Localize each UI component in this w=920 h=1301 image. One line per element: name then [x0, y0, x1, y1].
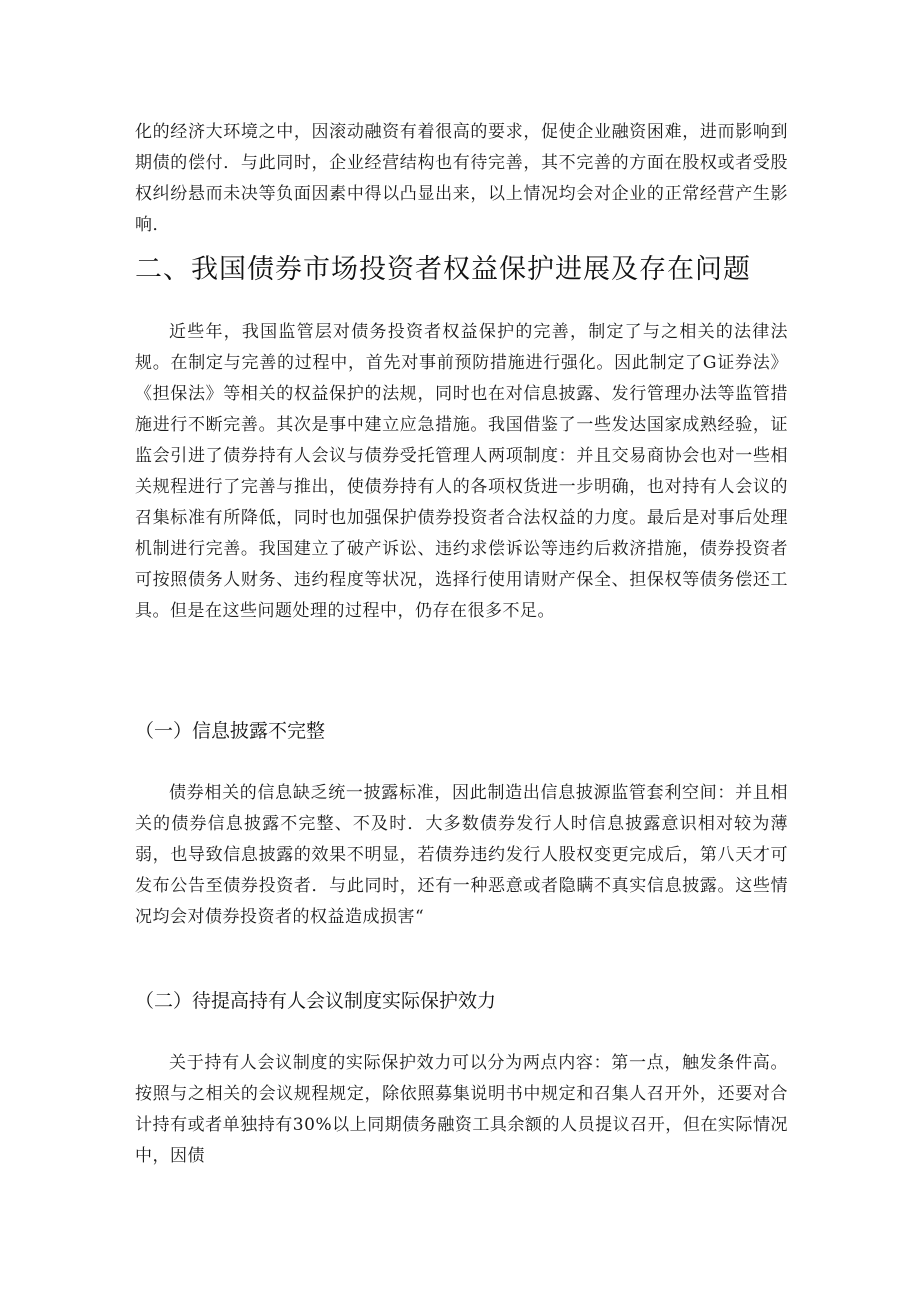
section-heading: 二、我国债券市场投资者权益保护进展及存在问题: [135, 254, 751, 285]
subheading-disclosure: （一）信息披露不完整: [135, 720, 326, 742]
paragraph-progress: 近些年，我国监管层对债务投资者权益保护的完善，制定了与之相关的法律法规。在制定与完善的过程中，首先对事前预防措施进行强化。因此制定了G证券法》《担保法》等相关的权益保护的法规，同时也在对信息披露、发行管理办法等监管措施进行不断完善。其次是事中建立应急措施。我国借鉴了一些发达国家成熟经验，证监会引进了债券持有人会议与债券受托管理人两项制度：并且交易商协会也对一些相关规程进行了完善与推出，使债券持有人的各项权货进一步明确，也对持有人会议的召集标准有所降低，同时也加强保护债券投资者合法权益的力度。最后是对事后处理机制进行完善。我国建立了破产诉讼、违约求偿诉讼等违约后救济措施，债券投资者可按照债务人财务、违约程度等状况，选择行使用请财产保全、担保权等债务偿还工具。但是在这些问题处理的过程中，仍存在很多不足。: [135, 322, 788, 621]
paragraph-continuation: 化的经济大环境之中，因滚动融资有着很高的要求，促使企业融资困难，进而影响到期债的偿付．与此同时，企业经营结构也有待完善，其不完善的方面在股权或者受股权纠纷悬而未决等负面因素中得以凸显出来，以上情况均会对企业的正常经营产生影响．: [135, 122, 788, 235]
paragraph-disclosure: 债券相关的信息缺乏统一披露标准，因此制造出信息披源监管套利空间：并且相关的债券信息披露不完整、不及时．大多数债券发行人时信息披露意识相对较为薄弱，也导致信息披露的效果不明显，若债券违约发行人股权变更完成后，第八天才可发布公告至债券投资者．与此同时，还有一种恶意或者隐瞒不真实信息披露。这些情况均会对债券投资者的权益造成损害“: [135, 783, 788, 927]
subheading-holders-meeting: （二）待提高持有人会议制度实际保护效力: [135, 990, 497, 1012]
paragraph-holders-meeting: 关于持有人会议制度的实际保护效力可以分为两点内容：第一点，触发条件高。按照与之相关的会议规程规定，除依照募集说明书中规定和召集人召开外，还要对合计持有或者单独持有30%以上同期债务融资工具余额的人员提议召开，但在实际情况中，因债: [135, 1053, 788, 1166]
